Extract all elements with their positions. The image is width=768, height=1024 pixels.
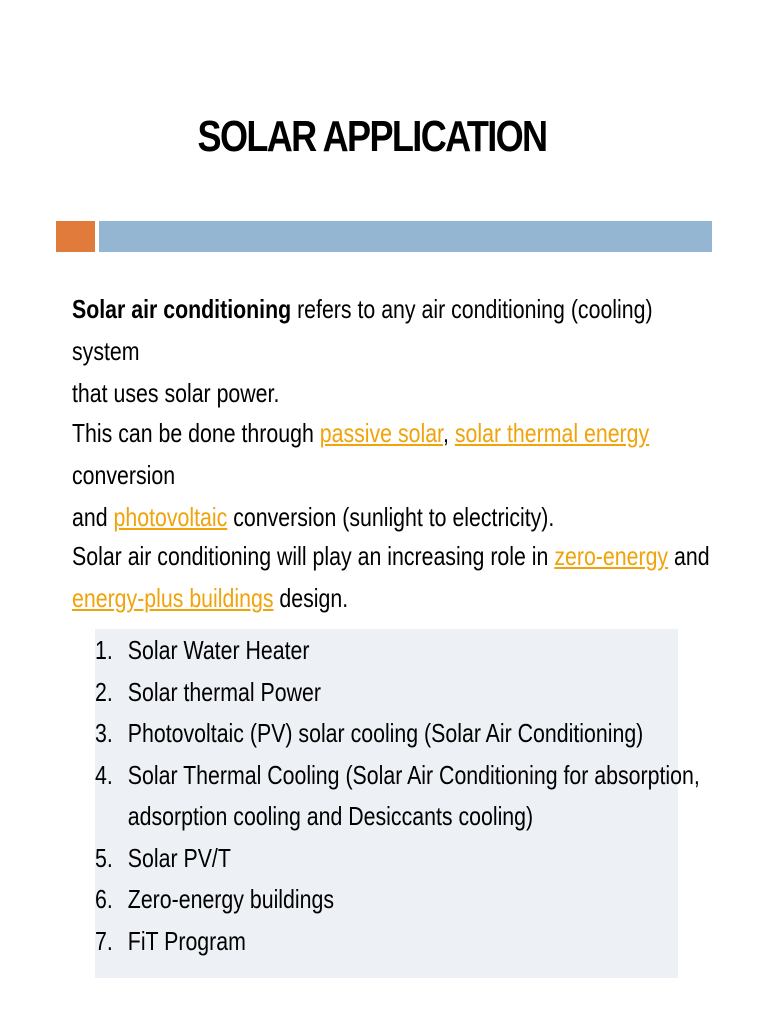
p2-text: conversion (sunlight to electricity). xyxy=(227,502,555,532)
list-number: 1. xyxy=(95,635,113,665)
list-number: 7. xyxy=(95,925,113,956)
list-item xyxy=(95,838,702,880)
p1-text-line2: that uses solar power. xyxy=(72,378,280,408)
list-text: Solar Water Heater xyxy=(127,635,310,665)
list-item xyxy=(95,755,702,838)
list-text: FiT Program xyxy=(127,925,246,956)
p3-text: and xyxy=(668,541,710,571)
p2-text: This can be done through xyxy=(72,418,320,448)
list-item xyxy=(95,672,702,714)
link-energy-plus-buildings[interactable]: energy-plus buildings xyxy=(72,583,274,613)
link-passive-solar[interactable]: passive solar xyxy=(319,418,443,448)
paragraph-definition xyxy=(72,288,712,414)
list-number: 3. xyxy=(95,718,113,748)
paragraph-role xyxy=(72,535,712,619)
list-item xyxy=(95,630,702,672)
link-photovoltaic[interactable]: photovoltaic xyxy=(113,502,228,532)
list-number: 2. xyxy=(95,676,113,707)
accent-bar xyxy=(99,221,712,252)
p3-text: Solar air conditioning will play an increasing role in xyxy=(72,541,555,571)
p3-text: design. xyxy=(273,583,349,613)
list-number: 5. xyxy=(95,842,113,873)
list-item xyxy=(95,921,702,963)
accent-square xyxy=(56,221,95,252)
list-item xyxy=(95,713,702,755)
application-list xyxy=(95,630,702,962)
list-text: Zero-energy buildings xyxy=(127,884,335,914)
list-text: Solar thermal Power xyxy=(127,676,321,707)
p2-text: and xyxy=(72,502,114,532)
link-solar-thermal-energy[interactable]: solar thermal energy xyxy=(454,418,650,448)
list-text: Solar Thermal Cooling (Solar Air Conditioning for absorption, xyxy=(127,759,700,790)
p2-text: , xyxy=(442,418,455,448)
list-item xyxy=(95,879,702,921)
paragraph-methods xyxy=(72,412,712,538)
p2-text: conversion xyxy=(72,460,176,490)
bold-term: Solar air conditioning xyxy=(72,294,292,324)
list-number: 6. xyxy=(95,884,113,914)
p1-text: refers to any air conditioning (cooling) system xyxy=(72,294,653,366)
slide-title: SOLAR APPLICATION xyxy=(197,112,547,161)
list-text: Photovoltaic (PV) solar cooling (Solar Air Conditioning) xyxy=(127,718,644,748)
list-text-line2: adsorption cooling and Desiccants cooling) xyxy=(127,801,534,831)
link-zero-energy[interactable]: zero-energy xyxy=(554,541,669,571)
list-number: 4. xyxy=(95,759,113,790)
list-text: Solar PV/T xyxy=(127,842,231,873)
